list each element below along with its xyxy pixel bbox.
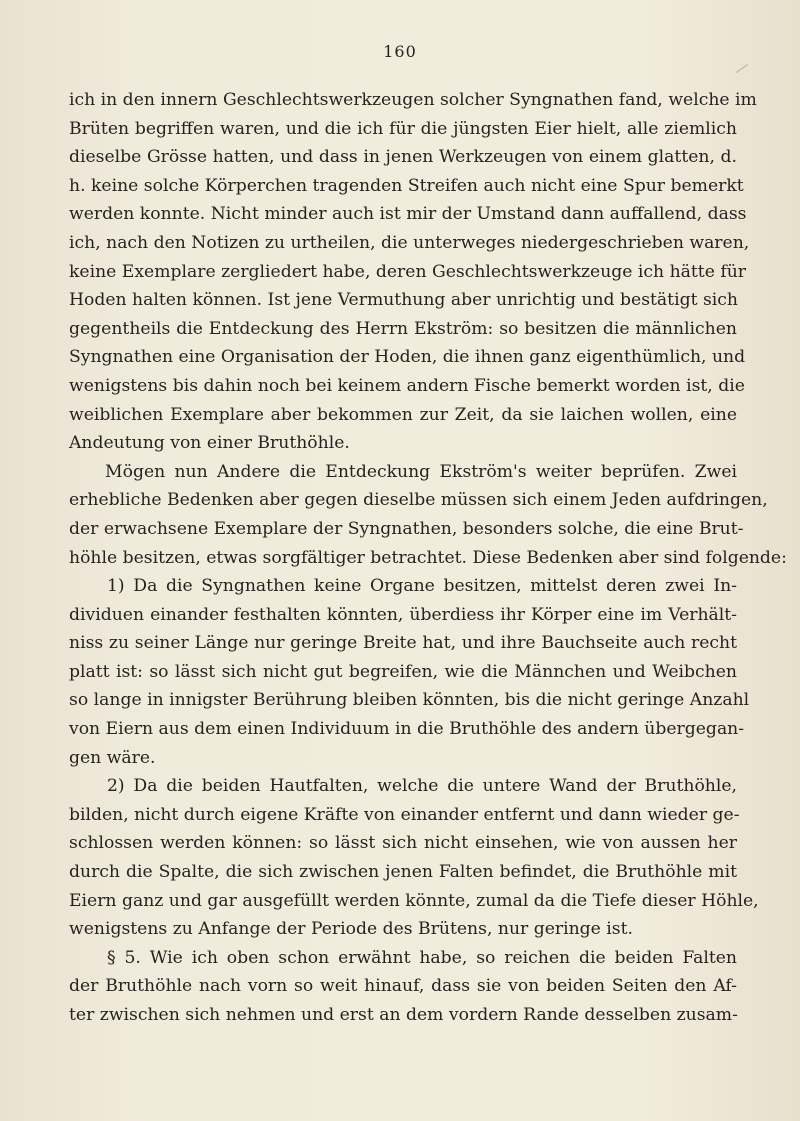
text-line: wenigstens bis dahin noch bei keinem andern Fische bemerkt worden ist, die	[69, 375, 745, 396]
text-line: keine Exemplare zergliedert habe, deren Geschlechtswerkzeuge ich hätte für	[69, 261, 747, 282]
text-line: schlossen werden können: so lässt sich nicht einsehen, wie von aussen her	[69, 833, 737, 854]
text-line: ich, nach den Notizen zu urtheilen, die unterweges niedergeschrieben waren,	[69, 232, 750, 253]
text-line: Syngnathen eine Organisation der Hoden, die ihnen ganz eigenthümlich, und	[69, 347, 746, 368]
text-line: erhebliche Bedenken aber gegen dieselbe müssen sich einem Jeden aufdringen,	[69, 490, 768, 511]
text-line: wenigstens zu Anfange der Periode des Brütens, nur geringe ist.	[69, 919, 633, 940]
text-line: h. keine solche Körperchen tragenden Streifen auch nicht eine Spur bemerkt	[69, 175, 744, 196]
text-line: von Eiern aus dem einen Individuum in die Bruthöhle des andern übergegan-	[69, 719, 745, 740]
text-line: gen wäre.	[69, 747, 156, 768]
text-line: bilden, nicht durch eigene Kräfte von einander entfernt und dann wieder ge-	[69, 804, 740, 825]
text-line: dieselbe Grösse hatten, und dass in jenen Werkzeugen von einem glatten, d.	[69, 147, 737, 168]
list-item-2-start-line: 2) Da die beiden Hautfalten, welche die untere Wand der Bruthöhle,	[107, 776, 737, 797]
text-line: Brüten begriffen waren, und die ich für die jüngsten Eier hielt, alle ziemlich	[69, 118, 737, 139]
text-line: platt ist: so lässt sich nicht gut begreifen, wie die Männchen und Weibchen	[69, 661, 737, 682]
paragraph-start-line: Mögen nun Andere die Entdeckung Ekström's weiter beprüfen. Zwei	[105, 461, 737, 482]
list-item-1-start-line: 1) Da die Syngnathen keine Organe besitzen, mittelst deren zwei In-	[107, 576, 737, 597]
text-line: so lange in innigster Berührung bleiben könnten, bis die nicht geringe Anzahl	[69, 690, 750, 711]
page-number: 160	[383, 42, 417, 61]
text-line: gegentheils die Entdeckung des Herrn Ekström: so besitzen die männlichen	[69, 318, 737, 339]
text-line: weiblichen Exemplare aber bekommen zur Zeit, da sie laichen wollen, eine	[69, 404, 737, 425]
pencil-mark	[736, 64, 748, 73]
text-line: Andeutung von einer Bruthöhle.	[69, 433, 350, 454]
text-line: der erwachsene Exemplare der Syngnathen, besonders solche, die eine Brut-	[69, 518, 744, 539]
text-line: durch die Spalte, die sich zwischen jenen Falten befindet, die Bruthöhle mit	[69, 862, 737, 883]
text-line: Hoden halten können. Ist jene Vermuthung aber unrichtig und bestätigt sich	[69, 290, 738, 311]
text-line: ich in den innern Geschlechtswerkzeugen solcher Syngnathen fand, welche im	[69, 90, 757, 110]
section-5-start-line: § 5. Wie ich oben schon erwähnt habe, so reichen die beiden Falten	[107, 947, 737, 968]
text-line: niss zu seiner Länge nur geringe Breite hat, und ihre Bauchseite auch recht	[69, 633, 737, 654]
body-text	[69, 86, 787, 1030]
text-line: ter zwischen sich nehmen und erst an dem vordern Rande desselben zusam-	[69, 1005, 738, 1025]
text-line: werden konnte. Nicht minder auch ist mir der Umstand dann auffallend, dass	[69, 204, 747, 225]
text-line: höhle besitzen, etwas sorgfältiger betrachtet. Diese Bedenken aber sind folgende:	[69, 547, 787, 568]
text-line: der Bruthöhle nach vorn so weit hinauf, dass sie von beiden Seiten den Af-	[69, 976, 737, 997]
text-line: dividuen einander festhalten könnten, überdiess ihr Körper eine im Verhält-	[69, 604, 737, 625]
text-line: Eiern ganz und gar ausgefüllt werden könnte, zumal da die Tiefe dieser Höhle,	[69, 890, 759, 911]
